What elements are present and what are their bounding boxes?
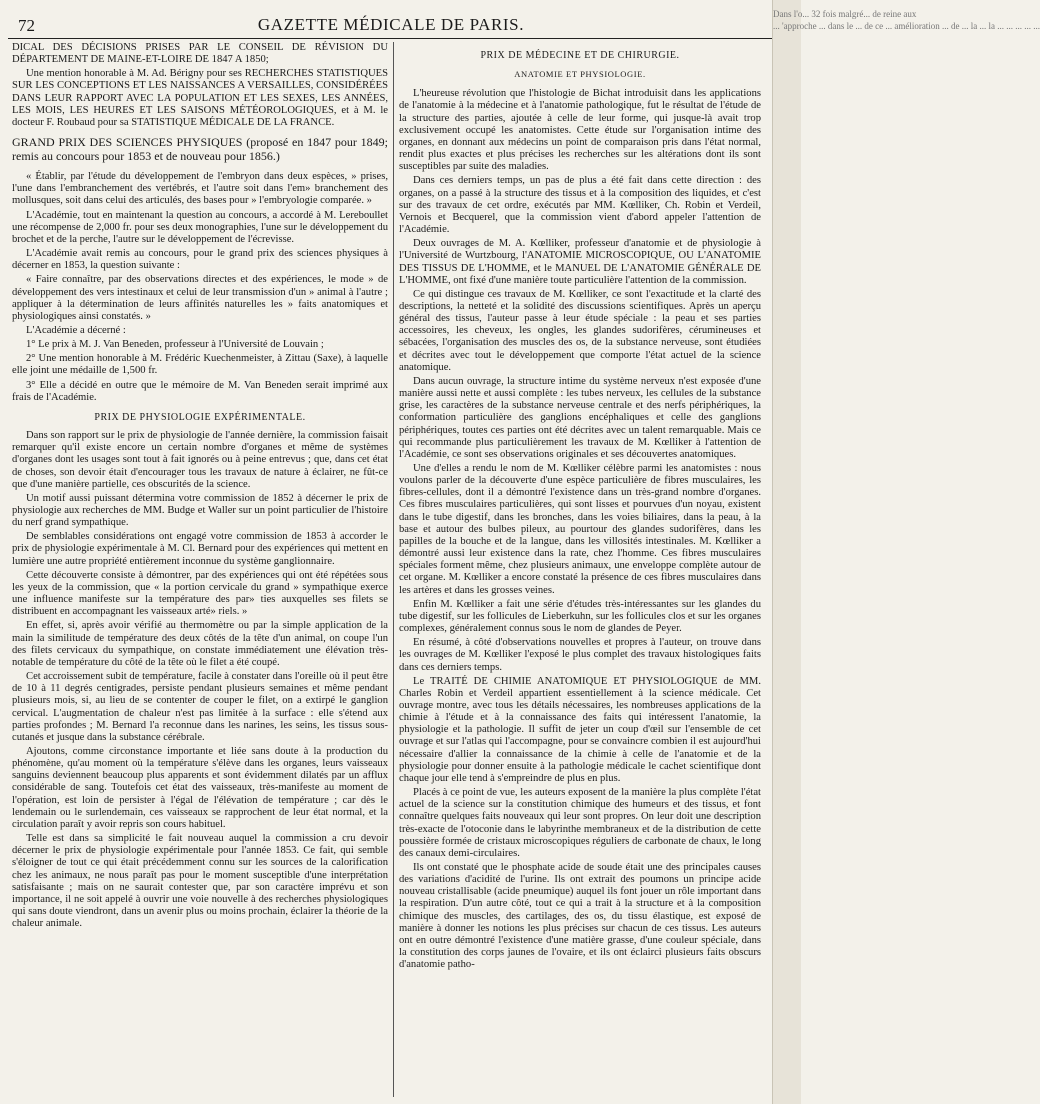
subsection-heading-anatomie: ANATOMIE ET PHYSIOLOGIE.	[514, 69, 646, 80]
paragraph-prix-1: 1° Le prix à M. J. Van Beneden, professeur à l'Université de Louvain ;	[26, 339, 324, 351]
section-heading-physiologie: PRIX DE PHYSIOLOGIE EXPÉRIMENTALE.	[94, 411, 306, 423]
paragraph-derniers: Dans ces derniers temps, un pas de plus a été fait dans cette direction : des organes, on a passé à la structure des tissus et à la composition des liquides, et c'est sur des travaux de cet ordre, exécutés par MM. Kœlliker, Ch. Robin et Verdeil, Vernois et Becquerel, que la commission vient d'abord appeler l'attention de l'Académie.	[399, 175, 761, 236]
column-rule	[393, 42, 394, 1097]
paragraph-distingue: Ce qui distingue ces travaux de M. Kœlliker, ce sont l'exactitude et la clarté des descriptions, la netteté et la solidité des discussions scientifiques. Après un aperçu général des tissus, l'auteur passe à leur étude spéciale : la peau et ses parties accessoires, les cheveux, les ongles, les glandes sudorifères, cérumineuses et sébacées, l'organisation des muscles des os, de la substance nerveuse, sont étudiées et décrites avec tout le développement que comporte l'état actuel de la science anatomique.	[399, 288, 761, 373]
paragraph-ils: Ils ont constaté que le phosphate acide de soude était une des principales causes des variations d'acidité de l'urine. Ils ont extrait des poumons un principe acide nouveau cristallisable (acide pneumique) auquel ils font jouer un rôle important dans la respiration. D'un autre côté, tout ce qui a trait à la structure et à la composition chimique des muscles, des cartilages, des os, du tissu élastique, est exposé de manière à donner les notions les plus précises sur chacun de ces tissus. Les auteurs ont en outre démontré l'existence d'une matière grasse, d'une couleur spéciale, dans la constitution des corps jaunes de l'ovaire, et ils ont éclairci plusieurs faits obscurs d'anatomie patho-	[399, 862, 761, 971]
paragraph-telle: Telle est dans sa simplicité le fait nouveau auquel la commission a cru devoir décerner le prix de physiologie expérimentale pour l'année 1853. Ce fait, qui semble s'éloigner de tout ce qui était précédemment connu sur les sources de la calorification chez les animaux, ne nous paraît pas pour le moment susceptible d'une interprétation satisfaisante ; mais on ne saurait contester que, par son caractère imprévu et son importance, il ne soit appelé à ouvrir une voie nouvelle à des recherches physiologiques qui sans doute viendront, dans un avenir plus ou moins prochain, éclairer la théorie de la chaleur animale.	[12, 833, 388, 930]
facing-page-edge	[772, 0, 1040, 1104]
paragraph-rapport: Dans son rapport sur le prix de physiologie de l'année dernière, la commission faisait remarquer qu'il existe encore un certain nombre d'organes et même de systèmes d'organes dont les usages sont tout à fait ignorés ou à peine entrevus ; que, dans cet état de choses, son devoir était d'encourager tous les travaux de nature à éclairer, ne fût-ce que d'une manière partielle, ces obscurités de la science.	[12, 430, 388, 490]
page-number: 72	[18, 16, 35, 35]
section-heading-medecine: PRIX DE MÉDECINE ET DE CHIRURGIE.	[480, 50, 680, 61]
paragraph-traite: Le TRAITÉ DE CHIMIE ANATOMIQUE ET PHYSIOLOGIQUE de MM. Charles Robin et Verdeil appartient essentiellement à la science médicale. Cet ouvrage montre, avec tous les détails nécessaires, les nombreuses applications de la chimie à l'étude et à la connaissance des faits qui intéressent l'anatomie, la physiologie et la pathologie. Il suffit de jeter un coup d'œil sur l'ensemble de cet ouvrage et sur l'atlas qui l'accompagne, pour se convaincre combien il est aujourd'hui nécessaire d'allier la connaissance de la chimie à celle de l'anatomie et de la physiologie pour donner ensuite à la pathologie médicale le cachet scientifique dont chaque jour elle tend à s'empreindre de plus en plus.	[399, 675, 761, 784]
paragraph-prix-3: 3° Elle a décidé en outre que le mémoire de M. Van Beneden serait imprimé aux frais de l'Académie.	[12, 379, 388, 403]
paragraph-semblables: De semblables considérations ont engagé votre commission de 1853 à accorder le prix de physiologie expérimentale à M. Cl. Bernard pour des expériences qui mettent en lumière une autre propriété entièrement inconnue du système ganglionnaire.	[12, 531, 388, 567]
left-column	[12, 42, 388, 1097]
right-column	[399, 42, 761, 1097]
paragraph-academie-2: L'Académie avait remis au concours, pour le grand prix des sciences physiques à décerner en 1853, la question suivante :	[12, 248, 388, 272]
paragraph-une: Une d'elles a rendu le nom de M. Kœlliker célèbre parmi les anatomistes : nous voulons parler de la découverte d'une espèce particulière de fibres musculaires, les fibres-cellules, dont il a démontré l'existence dans un très-grand nombre d'organes. Ces fibres musculaires particulières, qui sont lisses et pourvues d'un noyau, existent dans le tube digestif, dans les bronches, dans les voies biliaires, dans la peau, à la base et autour des bulbes pileux, au pourtour des glandes sudorifères, dans les papilles de la bouche et de la langue, dans les villosités intestinales. M. Kœlliker a démontré aussi leur existence dans la rate, chez l'homme. Ces fibres musculaires spéciales forment même, chez plusieurs animaux, une enveloppe complète autour de cet organe. M. Kœlliker a encore constaté la présence de ces fibres musculaires dans les artères et dans les grosses veines.	[399, 463, 761, 596]
grand-prix-heading: GRAND PRIX DES SCIENCES PHYSIQUES (proposé en 1847 pour 1849; remis au concours pour 1853 et de nouveau pour 1856.)	[12, 135, 388, 164]
paragraph-places: Placés à ce point de vue, les auteurs exposent de la manière la plus complète l'état actuel de la science sur la constitution chimique des humeurs et des tissus, et font connaître quelques faits nouveaux qui leur sont propres. On leur doit une description très-exacte de l'otoconie dans le labyrinthe membraneux et de la distribution de cette poussière formée de cristaux microscopiques réguliers de carbonate de chaux, le long des canaux demi-circulaires.	[399, 787, 761, 859]
paragraph-prix-2: 2° Une mention honorable à M. Frédéric Kuechenmeister, à Zittau (Saxe), à laquelle elle joint une médaille de 1,500 fr.	[12, 353, 388, 377]
quote-embryology: « Établir, par l'étude du développement de l'embryon dans deux espèces, » prises, l'une dans l'embranchement des vertébrés, et l'autre soit dans l'em» branchement des mollusques, soit dans celui des articulés, des bases pour » l'embryologie comparée. »	[12, 171, 388, 207]
paragraph-decouverte: Cette découverte consiste à démontrer, par des expériences qui ont été répétées sous les yeux de la commission, que « la portion cervicale du grand » sympathique exerce une influence manifeste sur la température des par» ties auxquelles ses filets se distribuent en accompagnant les vaisseaux arté» riels. »	[12, 569, 388, 618]
page-header	[8, 14, 774, 39]
paragraph-effet: En effet, si, après avoir vérifié au thermomètre ou par la simple application de la main la similitude de température des deux côtés de la tête d'un animal, on coupe l'un des filets cervicaux du sympathique, on constate immédiatement une élévation très-notable de température du côté de la tête où le filet a été coupé.	[12, 620, 388, 668]
paragraph-mention: Une mention honorable à M. Ad. Bérigny pour ses RECHERCHES STATISTIQUES SUR LES CONCEPTIONS ET LES NAISSANCES A VERSAILLES, CONSIDÉRÉES DANS LEUR RAPPORT AVEC LA POPULATION ET LES SEXES, LES ANNÉES, LES MOIS, LES HEURES ET LES SAISONS MÉTÉOROLOGIQUES, et à M. le docteur F. Roubaud pour sa STATISTIQUE MÉDICALE DE LA FRANCE.	[12, 68, 388, 128]
paragraph-ajoutons: Ajoutons, comme circonstance importante et liée sans doute à la production du phénomène, qu'au moment où la température s'élève dans les organes, leurs vaisseaux sanguins deviennent beaucoup plus apparents et sont évidemment dilatés par un afflux considérable de sang. Toutefois cet état des vaisseaux, très-manifeste au moment de l'opération, est loin de persister à l'égal de l'élévation de température ; car dès le lendemain ou le surlendemain, ces vaisseaux se rapprochent de leur état normal, et la circulation paraît y avoir repris son cours habituel.	[12, 745, 388, 830]
quote-vers-intestinaux: « Faire connaître, par des observations directes et des expériences, le mode » de développement des vers intestinaux et celui de leur transmission d'un » animal à l'autre ; appliquer à la détermination de leurs affinités naturelles les » faits anatomiques et physiologiques ainsi constatés. »	[12, 274, 388, 322]
paragraph-heureuse: L'heureuse révolution que l'histologie de Bichat introduisit dans les applications de l'anatomie à la médecine et à l'anatomie pathologique, fut le résultat de l'étude de la structure des parties, ajoutée à celle de leur forme, qui jusque-là avait trop exclusivement occupé les anatomistes. Cette étude sur l'organisation intime des organes, en donnant aux médecins un point de comparaison pris dans l'état normal, rendit plus exactes et plus précises les recherches sur les altérations dont ils sont susceptibles par suite des maladies.	[399, 88, 761, 173]
paragraph-ouvrages: Deux ouvrages de M. A. Kœlliker, professeur d'anatomie et de physiologie à l'Université de Wurtzbourg, l'ANATOMIE MICROSCOPIQUE, OU L'ANATOMIE DES TISSUS DE L'HOMME, et le MANUEL DE L'ANATOMIE GÉNÉRALE DE L'HOMME, ont fixé d'une manière toute particulière l'attention de la commission.	[399, 238, 761, 286]
facing-page-text: Dans l'o... 32 fois malgré... de reine aux ... 'approche ... dans le ... de ce ... amélioration ... de ... la ... la ... ... ... ... ...	[773, 9, 1040, 32]
paragraph-motif: Un motif aussi puissant détermina votre commission de 1852 à décerner le prix de physiologie aux recherches de MM. Budge et Waller sur un point particulier de l'histoire du nerf grand sympathique.	[12, 492, 388, 529]
page-title: GAZETTE MÉDICALE DE PARIS.	[257, 15, 525, 34]
paragraph-enfin: Enfin M. Kœlliker a fait une série d'études très-intéressantes sur les glandes du tube digestif, sur les follicules de Lieberkuhn, sur les follicules clos et sur les organes complexes, généralement connus sous le nom de glandes de Peyer.	[399, 598, 761, 635]
paragraph-intro: DICAL DES DÉCISIONS PRISES PAR LE CONSEIL DE RÉVISION DU DÉPARTEMENT DE MAINE-ET-LOIRE DE 1847 A 1850;	[12, 42, 388, 66]
paragraph-accroissement: Cet accroissement subit de température, facile à constater dans l'oreille où il peut être de 10 à 11 degrés centigrades, persiste pendant plusieurs semaines et même pendant plusieurs mois, si, au lieu de se contenter de couper le filet, on a extirpé le ganglion cervical. L'augmentation de chaleur n'est pas limitée à la surface : elle s'étend aux parties profondes ; M. Bernard l'a reconnue dans les narines, les seins, les tissus sous-cutanés et jusque dans la substance cérébrale.	[12, 671, 388, 743]
paragraph-academie-1: L'Académie, tout en maintenant la question au concours, a accordé à M. Lereboullet une récompense de 2,000 fr. pour ses deux monographies, l'une sur le développement du brochet et de la perche, l'autre sur le développement de l'écrevisse.	[12, 209, 388, 245]
paragraph-aucun: Dans aucun ouvrage, la structure intime du système nerveux n'est exposée d'une manière aussi nette et aussi complète : les tubes nerveux, les cellules de la substance grise, les caractères de la substance nerveuse centrale et des nerfs périphériques, la conformation particulière des ganglions encéphaliques et celle des ganglions périphériques, toutes ces parties ont été décrites avec un talent remarquable. Mais ce qui recommande plus particulièrement les travaux de M. Kœlliker à l'attention de l'Académie, ce sont ses observations originales et ses découvertes anatomiques.	[399, 375, 761, 460]
paragraph-decerne: L'Académie a décerné :	[26, 324, 126, 336]
paragraph-resume: En résumé, à côté d'observations nouvelles et propres à l'auteur, on trouve dans les ouvrages de M. Kœlliker l'exposé le plus complet des travaux histologiques faits dans ces derniers temps.	[399, 637, 761, 673]
